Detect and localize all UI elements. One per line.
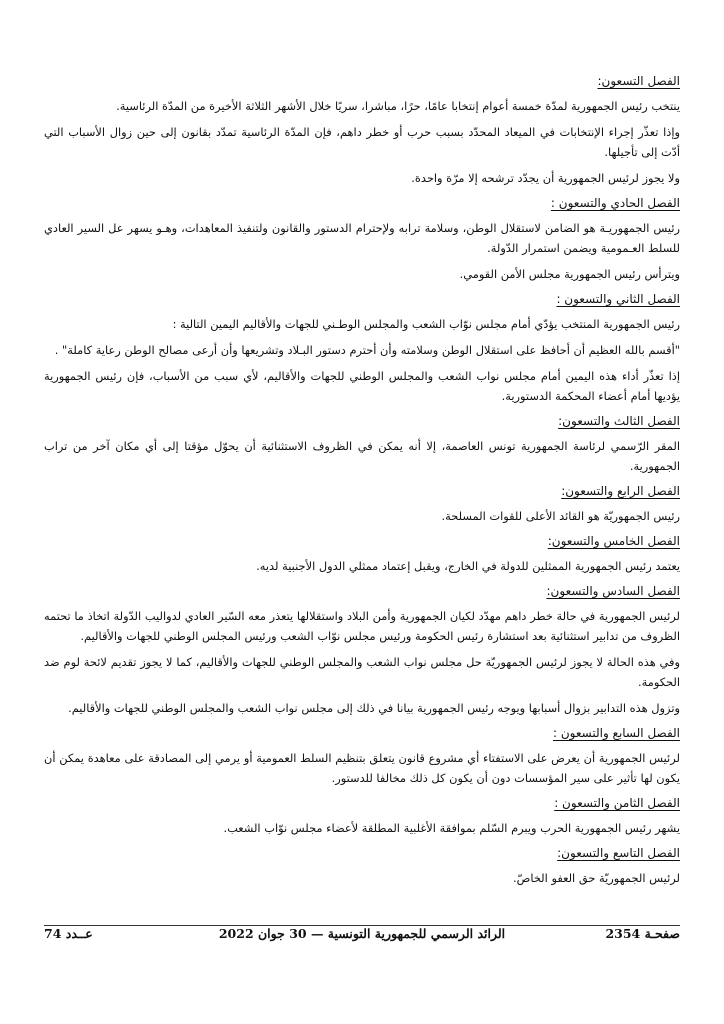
paragraph: وتزول هذه التدابير بزوال أسبابها ويوجه رئيس الجمهورية بيانا في ذلك إلى مجلس نواب الشعب والمجلس الوطني للجهات والأقاليم. (68, 701, 680, 715)
chapter-heading: الفصل الرابع والتسعون: (561, 484, 680, 498)
chapter-heading: الفصل الثاني والتسعون : (556, 292, 680, 306)
paragraph: لرئيس الجمهوريّة حق العفو الخاصّ. (512, 871, 680, 885)
chapter-92 (44, 290, 680, 406)
page-number: صفحـة 2354 (605, 926, 680, 941)
chapter-heading: الفصل السادس والتسعون: (546, 584, 680, 598)
paragraph: وفي هذه الحالة لا يجوز لرئيس الجمهوريّة حل مجلس نواب الشعب والمجلس الوطني للجهات والأقاليم، كما لا يجوز تقديم لائحة لوم ضد الحكومة. (44, 655, 680, 689)
chapter-94 (44, 482, 680, 526)
paragraph: رئيس الجمهوريّة هو القائد الأعلى للقوات المسلحة. (441, 509, 680, 523)
chapter-heading: الفصل الثامن والتسعون : (554, 796, 680, 810)
chapter-90 (44, 72, 680, 188)
paragraph: المقر الرّسمي لرئاسة الجمهورية تونس العاصمة، إلا أنه يمكن في الظروف الاستثنائية أن يحوّل مؤقتا إلى أي مكان آخر من تراب الجمهورية. (44, 439, 680, 473)
chapter-98 (44, 794, 680, 838)
page-footer (44, 926, 680, 946)
publication-title: الرائد الرسمي للجمهورية التونسية — 30 جوان 2022 (218, 926, 506, 941)
paragraph: وإذا تعذّر إجراء الإنتخابات في الميعاد المحدّد بسبب حرب أو خطر داهم، فإن المدّة الرئاسية تمدّد بقانون إلى حين زوال الأسباب التي أدّت إلى تأجيلها. (44, 125, 680, 159)
paragraph: ينتخب رئيس الجمهورية لمدّة خمسة أعوام إنتخابا عامًا، حرًا، مباشرا، سريًا خلال الأشهر الثلاثة الأخيرة من المدّة الرئاسية. (116, 99, 680, 113)
paragraph: لرئيس الجمهورية أن يعرض على الاستفتاء أي مشروع قانون يتعلق بتنظيم السلط العمومية أو يرمي إلى المصادقة على معاهدة يمكن أن يكون لها تأثير على سير المؤسسات دون أن يكون كل ذلك مخالفا للدستور. (44, 751, 680, 785)
chapter-heading: الفصل التاسع والتسعون: (557, 846, 680, 860)
chapter-heading: الفصل الثالث والتسعون: (558, 414, 680, 428)
chapter-91 (44, 194, 680, 284)
oath-paragraph: "أقسم بالله العظيم أن أحافظ على استقلال الوطن وسلامته وأن أحترم دستور البـلاد وتشريعها وأن أرعى مصالح الوطن رعاية كاملة" . (54, 343, 680, 357)
chapter-99 (44, 844, 680, 888)
paragraph: ولا يجوز لرئيس الجمهورية أن يجدّد ترشحه إلا مرّة واحدة. (411, 171, 680, 185)
paragraph: يشهر رئيس الجمهورية الحرب ويبرم السّلم بموافقة الأغلبية المطلقة لأعضاء مجلس نوّاب الشعب. (223, 821, 680, 835)
document-body (44, 72, 680, 894)
chapter-heading: الفصل السابع والتسعون : (552, 726, 680, 740)
issue-number: عــدد 74 (44, 926, 93, 941)
chapter-heading: الفصل الخامس والتسعون: (547, 534, 680, 548)
chapter-93 (44, 412, 680, 476)
paragraph: يعتمد رئيس الجمهورية الممثلين للدولة في الخارج، ويقبل إعتماد ممثلي الدول الأجنبية لديه. (256, 559, 680, 573)
chapter-heading: الفصل التسعون: (597, 74, 680, 88)
paragraph: رئيس الجمهوريـة هو الضامن لاستقلال الوطن، وسلامة ترابه ولإحترام الدستور والقانون ولتنفيذ المعاهدات، وهـو يسهر عل السير العادي للسلط العـمومية ويضمن استمرار الدّولة. (44, 221, 680, 255)
paragraph: لرئيس الجمهورية في حالة خطر داهم مهدّد لكيان الجمهورية وأمن البلاد واستقلالها يتعذر معه السّير العادي لدواليب الدّولة اتخاذ ما تحتمه الظروف من تدابير استثنائية بعد استشارة رئيس الحكومة ورئيس مجلس نوّاب الشعب ورئيس المجلس الوطني للجهات والأقاليم. (44, 609, 680, 643)
paragraph: رئيس الجمهورية المنتخب يؤدّي أمام مجلس نوّاب الشعب والمجلس الوطـني للجهات والأقاليم اليمين التالية : (172, 317, 680, 331)
chapter-95 (44, 532, 680, 576)
chapter-96 (44, 582, 680, 718)
chapter-heading: الفصل الحادي والتسعون : (550, 196, 680, 210)
paragraph: ويترأس رئيس الجمهورية مجلس الأمن القومي. (459, 267, 680, 281)
chapter-97 (44, 724, 680, 788)
paragraph: إذا تعذّر أداء هذه اليمين أمام مجلس نواب الشعب والمجلس الوطني للجهات والأقاليم، لأي سبب من الأسباب، فإن رئيس الجمهورية يؤديها أمام أعضاء المحكمة الدستورية. (44, 369, 680, 403)
